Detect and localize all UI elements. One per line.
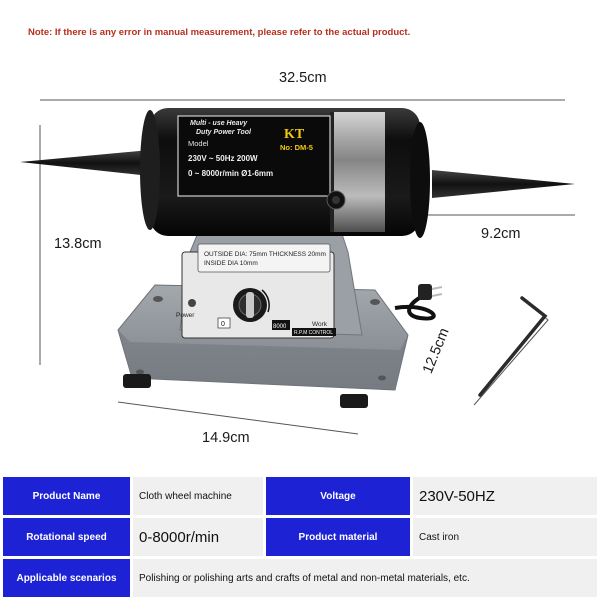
voltage-header: Voltage (266, 477, 410, 515)
inside-dia-label: INSIDE DIA 10mm (204, 260, 258, 267)
power-plug (418, 284, 432, 300)
material-value: Cast iron (413, 518, 597, 556)
height-dimension: 13.8cm (54, 236, 102, 252)
rubber-foot (340, 394, 368, 408)
scenarios-value: Polishing or polishing arts and crafts of metal and non-metal materials, etc. (133, 559, 597, 597)
voltage-spec: 230V ~ 50Hz 200W (188, 154, 258, 163)
allen-key (480, 298, 545, 395)
motor-label (178, 116, 330, 196)
width-dimension: 32.5cm (279, 70, 327, 86)
rpm-control-label: R.P.M CONTROL (294, 330, 334, 336)
material-header: Product material (266, 518, 410, 556)
power-indicator-light (188, 299, 196, 307)
right-tapered-spindle (432, 170, 575, 198)
spec-row (3, 559, 597, 597)
power-label: Power (176, 312, 195, 319)
base-depth-dimension: 12.5cm (420, 325, 453, 376)
spec-row (3, 518, 597, 556)
speed-max-label: 8000 (273, 324, 287, 330)
speed-value: 0-8000r/min (133, 518, 263, 556)
scenarios-header: Applicable scenarios (3, 559, 130, 597)
base-width-dimension: 14.9cm (202, 430, 250, 446)
voltage-value: 230V-50HZ (413, 477, 597, 515)
model-label: Model (188, 139, 209, 148)
spec-table (0, 474, 600, 600)
power-switch[interactable] (327, 191, 345, 209)
label-line-2: Duty Power Tool (196, 129, 251, 136)
product-name-value: Cloth wheel machine (133, 477, 263, 515)
label-line-1: Multi - use Heavy (190, 120, 248, 127)
model-number: No: DM-5 (280, 143, 313, 152)
disclaimer-note: Note: If there is any error in manual measurement, please refer to the actual product. (28, 27, 411, 38)
speed-min-label: 0 (221, 321, 225, 328)
speed-spec: 0 ~ 8000r/min Ø1-6mm (188, 169, 274, 178)
spindle-dimension: 9.2cm (481, 226, 521, 242)
rubber-foot (123, 374, 151, 388)
outside-dia-label: OUTSIDE DIA: 75mm THICKNESS 20mm (204, 251, 326, 258)
work-label: Work (312, 321, 328, 328)
product-name-header: Product Name (3, 477, 130, 515)
speed-header: Rotational speed (3, 518, 130, 556)
spec-row (3, 477, 597, 515)
brand-logo: KT (284, 127, 305, 142)
